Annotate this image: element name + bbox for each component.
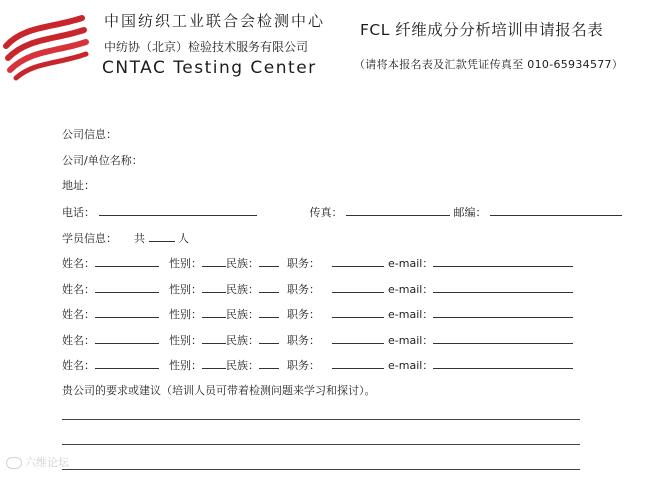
email-label: e-mail：	[388, 308, 434, 321]
position-label: 职务：	[287, 257, 320, 270]
gender-field[interactable]	[202, 307, 226, 318]
requests-line[interactable]	[62, 469, 580, 470]
email-field[interactable]	[433, 307, 573, 318]
fax-note: （请将本报名表及汇款凭证传真至 010-65934577）	[354, 58, 624, 71]
watermark-text: 六维论坛	[25, 456, 69, 469]
contact-row	[62, 204, 622, 220]
name-field[interactable]	[95, 256, 159, 267]
ethnicity-label: 民族：	[226, 308, 259, 321]
trainee-row	[62, 255, 573, 271]
ethnicity-label: 民族：	[226, 257, 259, 270]
position-field[interactable]	[332, 282, 384, 293]
org-name-sub: 中纺协（北京）检验技术服务有限公司	[104, 40, 309, 54]
company-name-label: 公司/单位名称：	[62, 154, 143, 167]
gender-label: 性别：	[169, 283, 202, 296]
gender-field[interactable]	[202, 358, 226, 369]
trainee-row	[62, 306, 573, 322]
phone-field[interactable]	[99, 205, 257, 216]
address-label: 地址：	[62, 179, 95, 192]
email-label: e-mail：	[388, 359, 434, 372]
email-field[interactable]	[433, 282, 573, 293]
count-suffix: 人	[178, 232, 189, 245]
email-field[interactable]	[433, 358, 573, 369]
ethnicity-label: 民族：	[226, 359, 259, 372]
requests-line[interactable]	[62, 444, 580, 445]
position-field[interactable]	[332, 256, 384, 267]
trainee-count-field[interactable]	[149, 231, 175, 242]
position-field[interactable]	[332, 333, 384, 344]
name-label: 姓名：	[62, 308, 95, 321]
form-title: FCL 纤维成分分析培训申请报名表	[360, 21, 604, 39]
ethnicity-field[interactable]	[259, 282, 279, 293]
name-label: 姓名：	[62, 257, 95, 270]
position-label: 职务：	[287, 359, 320, 372]
logo-icon	[2, 8, 92, 82]
name-field[interactable]	[95, 307, 159, 318]
name-field[interactable]	[95, 333, 159, 344]
email-field[interactable]	[433, 333, 573, 344]
requests-label: 贵公司的要求或建议（培训人员可带着检测问题来学习和探讨）。	[62, 384, 376, 397]
position-field[interactable]	[332, 358, 384, 369]
postcode-label: 邮编：	[453, 206, 487, 219]
ethnicity-label: 民族：	[226, 334, 259, 347]
watermark	[6, 454, 69, 470]
name-field[interactable]	[95, 358, 159, 369]
name-label: 姓名：	[62, 359, 95, 372]
trainee-row	[62, 281, 573, 297]
ethnicity-label: 民族：	[226, 283, 259, 296]
org-name-en: CNTAC Testing Center	[102, 58, 317, 78]
gender-label: 性别：	[169, 257, 202, 270]
fax-label: 传真：	[309, 206, 343, 219]
watermark-icon	[6, 457, 22, 469]
trainee-section-label: 学员信息：	[62, 232, 117, 245]
ethnicity-field[interactable]	[259, 333, 279, 344]
position-label: 职务：	[287, 334, 320, 347]
email-label: e-mail：	[388, 334, 434, 347]
ethnicity-field[interactable]	[259, 307, 279, 318]
position-label: 职务：	[287, 283, 320, 296]
count-prefix: 共	[134, 232, 145, 245]
org-name-cn: 中国纺织工业联合会检测中心	[104, 12, 326, 30]
email-label: e-mail：	[388, 283, 434, 296]
name-label: 姓名：	[62, 334, 95, 347]
position-field[interactable]	[332, 307, 384, 318]
gender-field[interactable]	[202, 333, 226, 344]
trainee-row	[62, 357, 573, 373]
fax-field[interactable]	[346, 205, 450, 216]
gender-field[interactable]	[202, 282, 226, 293]
email-label: e-mail：	[388, 257, 434, 270]
trainee-row	[62, 332, 573, 348]
gender-label: 性别：	[169, 308, 202, 321]
requests-line[interactable]	[62, 419, 580, 420]
trainee-section	[62, 230, 189, 246]
name-label: 姓名：	[62, 283, 95, 296]
email-field[interactable]	[433, 256, 573, 267]
ethnicity-field[interactable]	[259, 358, 279, 369]
position-label: 职务：	[287, 308, 320, 321]
gender-label: 性别：	[169, 359, 202, 372]
gender-label: 性别：	[169, 334, 202, 347]
ethnicity-field[interactable]	[259, 256, 279, 267]
postcode-field[interactable]	[490, 205, 622, 216]
phone-label: 电话：	[62, 206, 95, 219]
gender-field[interactable]	[202, 256, 226, 267]
name-field[interactable]	[95, 282, 159, 293]
company-section-label: 公司信息：	[62, 128, 117, 141]
